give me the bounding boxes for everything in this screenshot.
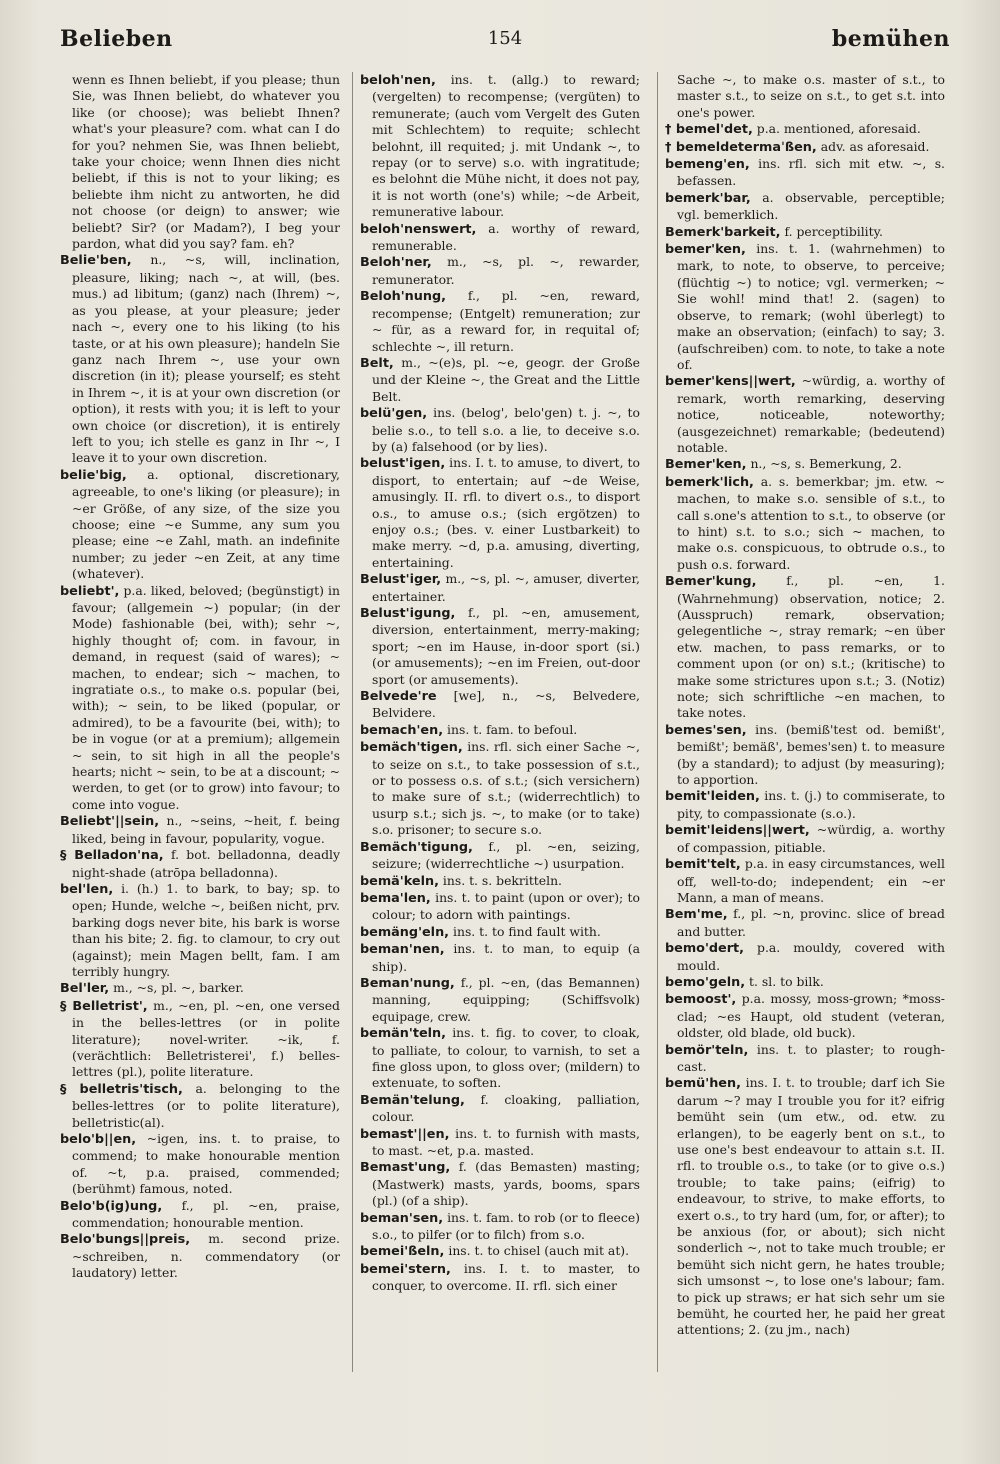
entry-definition: ins. I. t. to master, to conquer, to overcome. II. rfl. sich einer [372, 1260, 640, 1294]
dictionary-entry [360, 890, 640, 924]
dictionary-entry [360, 288, 640, 355]
entry-headword: beman'sen, [360, 1210, 444, 1226]
entry-definition: Sache ~, to make o.s. master of s.t., to master s.t., to seize on s.t., to get s.t. into one's power. [677, 72, 945, 120]
entry-headword: Bemer'kung, [665, 574, 757, 590]
entry-headword: Beloh'ner, [360, 255, 432, 271]
dictionary-entry [665, 856, 945, 906]
column-3 [665, 72, 945, 1372]
dictionary-entry [665, 906, 945, 940]
entry-headword: bemoost', [665, 992, 737, 1008]
entry-headword: Bemerk'barkeit, [665, 224, 781, 240]
entry-definition: a. optional, discretionary, agreeable, to one's liking (or pleasure); in ~er Größe, of any size, of the size you choose; eine ~e Summe, any sum you please; eine ~e Zahl, math. an indefinite number; zu jeder ~en Zeit, at any time (whatever). [72, 466, 340, 582]
dictionary-entry [360, 1092, 640, 1126]
entry-definition: m., ~(e)s, pl. ~e, geogr. der Große und der Kleine ~, the Great and the Little Belt. [372, 354, 640, 404]
entry-definition: m., ~s, pl. ~, rewarder, remunerator. [372, 254, 640, 287]
entry-definition: f., pl. ~en, amusement, diversion, entertainment, merry-making; sport; ~en im Hause, in-door sport (si.) (or amusements); ~en im Freien, out-door sport (or amusements). [372, 605, 640, 687]
entry-definition: f. cloaking, palliation, colour. [372, 1091, 640, 1125]
entry-definition: f., pl. ~en, seizing, seizure; (widerrechtliche ~) usurpation. [372, 838, 640, 872]
entry-definition: ins. t. (j.) to commiserate, to pity, to compassionate (s.o.). [677, 788, 945, 821]
dictionary-entry [360, 221, 640, 255]
entry-definition: ins. t. to furnish with masts, to mast. ~et, p.a. masted. [372, 1125, 640, 1158]
dictionary-entry [360, 355, 640, 405]
dictionary-entry [360, 924, 640, 941]
dictionary-entry [665, 456, 945, 473]
dictionary-entry [665, 190, 945, 224]
dictionary-entry [360, 254, 640, 288]
dictionary-entry [360, 839, 640, 873]
entry-definition: n., ~s, will, inclination, pleasure, liking; nach ~, at will, (bes. mus.) ad libitum; (ganz) nach (Ihrem) ~, as you please, at your pleasure; jeder nach ~, every one to his liking (to his taste, or at his own pleasure); handeln Sie ganz nach Ihrem ~, use your own discretion (in it); please yourself; es steht in Ihrem ~, it is at your own discretion (or option), it rests with you; it is left to your own choice (or discretion), it is entirely left to you; ich stelle es ganz in Ihr ~, I leave it to your own discretion. [72, 252, 340, 466]
dictionary-entry [665, 822, 945, 856]
entry-headword: bemäch'tigen, [360, 740, 463, 756]
entry-definition: a. worthy of reward, remunerable. [372, 220, 640, 254]
entry-headword: beloh'nenswert, [360, 221, 477, 237]
entry-headword: belü'gen, [360, 406, 428, 422]
dictionary-entry [360, 1126, 640, 1160]
entry-headword: bemer'ken, [665, 242, 746, 258]
entry-headword: bemän'teln, [360, 1026, 446, 1042]
dictionary-entry [60, 583, 340, 814]
entry-headword: belo'b||en, [60, 1132, 137, 1147]
entry-headword: Belo'bungs||preis, [60, 1232, 191, 1248]
entry-headword: Belo'b(ig)ung, [60, 1198, 163, 1214]
entry-definition: [we], n., ~s, Belvedere, Belvidere. [372, 688, 640, 721]
dictionary-entry [60, 980, 340, 997]
entry-headword: Bemer'ken, [665, 457, 747, 473]
dictionary-entry [665, 121, 945, 138]
entry-headword: bemit'telt, [665, 857, 741, 873]
entry-definition: f., pl. ~en, praise, commendation; honourable mention. [72, 1197, 340, 1231]
entry-definition: ins. t. fam. to befoul. [447, 721, 578, 737]
entry-definition: a. observable, perceptible; vgl. bemerklich. [677, 189, 945, 223]
entry-definition: m., ~s, pl. ~, amuser, diverter, entertainer. [372, 571, 640, 604]
dictionary-entry [665, 940, 945, 974]
entry-headword: bemü'hen, [665, 1076, 741, 1092]
entry-definition: ins. (bemiß'test od. bemißt', bemißt'; bemäß', bemes'sen) t. to measure (by a standard); to adjust (by measuring); to apportion. [677, 721, 945, 788]
dictionary-entry [665, 1042, 945, 1076]
dictionary-entry [360, 941, 640, 975]
entry-headword: Belust'iger, [360, 572, 442, 588]
entry-definition: i. (h.) 1. to bark, to bay; sp. to open; Hunde, welche ~, beißen nicht, prv. barking dogs never bite, his bark is worse than his bite; 2. fig. to clamour, to cry out (against); mein Magen bellt, fam. I am terribly hungry. [72, 880, 340, 979]
dictionary-entry [60, 847, 340, 881]
entry-headword: belie'big, [60, 467, 127, 483]
dictionary-entry [360, 739, 640, 838]
entry-definition: ins. rfl. sich mit etw. ~, s. befassen. [677, 156, 945, 189]
entry-definition: ins. rfl. sich einer Sache ~, to seize on s.t., to take possession of s.t., or to possess o.s. of s.t.; (sich versichern) to make sure of s.t.; (widerrechtlich) to usurp s.t.; sich js. ~, to make (or to take) s.o. prisoner; to secure s.o. [372, 739, 640, 838]
entry-headword: † bemel'det, [665, 122, 753, 138]
entry-definition: ins. t. to man, to equip (a ship). [372, 941, 640, 974]
entry-definition: t. sl. to bilk. [749, 973, 824, 989]
entry-headword: bemo'dert, [665, 941, 745, 957]
entry-headword: bemast'||en, [360, 1126, 450, 1142]
entry-headword: bemach'en, [360, 722, 444, 738]
entry-headword: Bemast'ung, [360, 1160, 451, 1176]
entry-headword: § Belladon'na, [60, 848, 164, 864]
column-2 [360, 72, 640, 1372]
entry-definition: ins. t. to find fault with. [453, 923, 601, 939]
entry-headword: Bem'me, [665, 907, 728, 923]
entry-definition: ins. (belog', belo'gen) t. j. ~, to belie s.o., to tell s.o. a lie, to deceive s.o. by (a) falsehood (or by lies). [372, 405, 640, 454]
entry-headword: bemäng'eln, [360, 924, 450, 940]
entry-headword: Bemän'telung, [360, 1092, 465, 1108]
dictionary-entry [665, 224, 945, 241]
entry-headword: Belvede're [360, 689, 437, 705]
dictionary-entry [60, 467, 340, 583]
entry-definition: f., pl. ~en, (das Bemannen) manning, equipping; (Schiffsvolk) equipage, crew. [372, 974, 640, 1024]
entry-headword: beliebt', [60, 583, 120, 599]
entry-definition: a. belonging to the belles-lettres (or to polite literature), belletristic(al). [72, 1080, 340, 1130]
entry-headword: Belust'igung, [360, 606, 456, 621]
dictionary-entry [665, 788, 945, 822]
entry-definition: ins. t. to plaster; to rough-cast. [677, 1041, 945, 1074]
dictionary-entry [360, 72, 640, 221]
entry-headword: § belletris'tisch, [60, 1081, 183, 1097]
dictionary-entry [60, 998, 340, 1081]
entry-definition: f., pl. ~en, reward, recompense; (Entgelt) remuneration; zur ~ für, as a reward for, in requital of; schlechte ~, ill return. [372, 288, 640, 354]
guide-word-left: Belieben [60, 26, 173, 52]
entry-definition: f., pl. ~n, provinc. slice of bread and butter. [677, 906, 945, 939]
entry-headword: Bemäch'tigung, [360, 839, 473, 855]
entry-headword: Belt, [360, 355, 394, 371]
entry-headword: bema'len, [360, 890, 431, 906]
column-divider [352, 72, 353, 1372]
dictionary-entry [360, 1025, 640, 1092]
entry-headword: § Belletrist', [60, 998, 148, 1014]
dictionary-entry [665, 241, 945, 373]
entry-definition: ins. t. fam. to rob (or to fleece) s.o., to pilfer (or to filch) from s.o. [372, 1209, 640, 1243]
column-1 [60, 72, 340, 1372]
dictionary-entry [360, 1243, 640, 1260]
entry-definition: m., ~s, pl. ~, barker. [113, 980, 244, 996]
entry-definition: ~würdig, a. worthy of compassion, pitiable. [677, 822, 945, 855]
entry-headword: bemer'kens||wert, [665, 374, 796, 390]
running-head [60, 26, 950, 60]
entry-headword: bemo'geln, [665, 974, 746, 990]
dictionary-entry [665, 373, 945, 456]
entry-headword: bemerk'lich, [665, 474, 754, 490]
entry-headword: bel'len, [60, 881, 114, 897]
entry-definition: ins. t. to chisel (auch mit at). [448, 1243, 630, 1259]
columns [60, 72, 952, 1372]
entry-definition: p.a. in easy circumstances, well off, well-to-do; independent; ein ~er Mann, a man of means. [677, 856, 945, 905]
dictionary-entry [60, 72, 340, 252]
entry-headword: bemä'keln, [360, 873, 439, 889]
column-divider [657, 72, 658, 1372]
entry-headword: Beman'nung, [360, 975, 455, 991]
entry-definition: ~würdig, a. worthy of remark, worth remarking, deserving notice, noticeable, noteworthy; (ausgezeichnet) remarkable; (bedeutend) notable. [677, 373, 945, 455]
dictionary-entry [360, 722, 640, 739]
dictionary-entry [360, 975, 640, 1025]
entry-headword: Bel'ler, [60, 981, 110, 997]
entry-definition: f. bot. belladonna, deadly night-shade (atrōpa belladonna). [72, 847, 340, 880]
dictionary-entry [360, 605, 640, 688]
dictionary-entry [665, 1075, 945, 1339]
entry-headword: † bemeldetermaˈßen, [665, 139, 817, 155]
entry-definition: wenn es Ihnen beliebt, if you please; thun Sie, was Ihnen beliebt, do whatever you like (or choose); was beliebt Ihnen? what's your pleasure? com. what can I do for you? nehmen Sie, was Ihnen beliebt, take your choice; wenn Ihnen dies nicht beliebt, if this is not to your liking; es beliebte ihm nicht zu antworten, he did not choose (or deign) to answer; wie beliebt? Sir? (or Madam?), I beg your pardon, what did you say? fam. eh? [72, 72, 340, 252]
dictionary-entry [360, 455, 640, 571]
dictionary-entry [665, 474, 945, 573]
entry-definition: p.a. mentioned, aforesaid. [756, 121, 921, 137]
entry-definition: ins. t. (allg.) to reward; (vergelten) to recompense; (vergüten) to remunerate; (auch vom Vergelt des Guten mit Schlechtem) to requite; schlecht belohnt, ill requited; j. mit Undank ~, to repay (or to serve) s.o. with ingratitude; es belohnt die Mühe nicht, it does not pay, it is not worth (one's) while; ~de Arbeit, remunerative labour. [372, 72, 640, 220]
entry-definition: ~igen, ins. t. to praise, to commend; to make honourable mention of. ~t, p.a. praised, commended; (berühmt) famous, noted. [72, 1131, 340, 1197]
entry-headword: bemes'sen, [665, 722, 747, 738]
dictionary-entry [360, 688, 640, 722]
entry-headword: bemit'leidens||wert, [665, 823, 810, 839]
dictionary-entry [60, 1198, 340, 1232]
entry-definition: n., ~seins, ~heit, f. being liked, being in favour, popularity, vogue. [72, 813, 340, 846]
entry-definition: adv. as aforesaid. [820, 138, 930, 154]
entry-headword: bemit'leiden, [665, 789, 760, 805]
entry-definition: ins. I. t. to amuse, to divert, to disport, to entertain; auf ~de Weise, amusingly. II. rfl. to divert o.s., to disport o.s., to amuse o.s.; (sich ergötzen) to enjoy o.s.; (bes. v. einer Lustbarkeit) to make merry. ~d, p.a. amusing, diverting, entertaining. [372, 455, 640, 570]
dictionary-entry [665, 722, 945, 789]
dictionary-entry [60, 1081, 340, 1131]
entry-headword: bemeng'en, [665, 157, 750, 173]
entry-headword: beman'nen, [360, 942, 445, 958]
entry-headword: bemei'ßeln, [360, 1244, 445, 1260]
dictionary-entry [665, 974, 945, 991]
dictionary-entry [60, 252, 340, 466]
entry-headword: bemei'stern, [360, 1261, 451, 1277]
dictionary-entry [60, 881, 340, 980]
entry-definition: f. perceptibility. [784, 223, 883, 239]
dictionary-entry [360, 1261, 640, 1295]
dictionary-entry [665, 573, 945, 722]
dictionary-entry [60, 1231, 340, 1281]
entry-definition: ins. t. s. bekritteln. [442, 872, 562, 888]
dictionary-entry [665, 139, 945, 156]
dictionary-entry [60, 813, 340, 847]
dictionary-entry [665, 72, 945, 121]
entry-definition: p.a. liked, beloved; (begünstigt) in favour; (allgemein ~) popular; (in der Mode) fashionable (bei, with); sehr ~, highly thought of; com. in favour, in demand, in request (said of wares); ~ machen, to endear; sich ~ machen, to ingratiate o.s., to make o.s. popular (bei, with); ~ sein, to be liked (popular, or admired), to be a favourite (bei, with); to be in vogue (or at a premium); allgemein ~ sein, to sit high in all the people's hearts; nicht ~ sein, to be at a discount; ~ werden, to get (or to grow) into favour; to come into vogue. [72, 582, 340, 812]
entry-definition: ins. I. t. to trouble; darf ich Sie darum ~? may I trouble you for it? eifrig bemüht sein (um etw., od. etw. zu erlangen), to be eagerly bent on s.t., to use one's best endeavour to attain s.t. II. rfl. to trouble o.s., to take (or to give o.s.) trouble; to take pains; (eifrig) to endeavour, to strive, to make efforts, to exert o.s., to try hard (um, for, or after); to be anxious (for, or about); sich nicht sonderlich ~, not to take much trouble; er bemüht sich nicht gern, he hates trouble; sich umsonst ~, to lose one's labour; fam. to pick up straws; er hat sich sehr um sie bemüht, he courted her, he paid her great attentions; 2. (zu jm., nach) [677, 1075, 945, 1338]
dictionary-entry [360, 405, 640, 455]
dictionary-entry [665, 991, 945, 1041]
entry-headword: beloh'nen, [360, 73, 436, 88]
entry-definition: n., ~s, s. Bemerkung, 2. [750, 456, 902, 472]
entry-headword: Belie'ben, [60, 253, 132, 269]
entry-definition: a. s. bemerkbar; jm. etw. ~ machen, to make s.o. sensible of s.t., to call s.one's attention to s.t., to observe (or to hint) s.t. to s.o.; sich ~ machen, to make o.s. conspicuous, to obtrude o.s., to push o.s. forward. [677, 473, 945, 572]
dictionary-entry [360, 873, 640, 890]
guide-word-right: bemühen [831, 26, 950, 52]
entry-definition: ins. t. to paint (upon or over); to colour; to adorn with paintings. [372, 889, 640, 923]
page-number: 154 [487, 28, 523, 49]
entry-headword: Beloh'nung, [360, 289, 446, 305]
entry-definition: ins. t. fig. to cover, to cloak, to palliate, to colour, to varnish, to set a fine gloss upon, to gloss over; (mildern) to extenuate, to soften. [372, 1025, 640, 1091]
entry-definition: m., ~en, pl. ~en, one versed in the belles-lettres (or in polite literature); novel-writer. ~ik, f. (verächtlich: Belletristerei', f.) belles-lettres (pl.), polite literature. [72, 997, 340, 1080]
entry-definition: p.a. mouldy, covered with mould. [677, 940, 945, 973]
entry-definition: ins. t. 1. (wahrnehmen) to mark, to note, to observe, to perceive; (flüchtig ~) to notice; vgl. vermerken; ~ Sie wohl! mind that! 2. (sagen) to observe, to remark; (wohl überlegt) to make an observation; (einfach) to say; 3. (aufschreiben) com. to note, to take a note of. [677, 241, 945, 372]
entry-headword: Beliebt'||sein, [60, 814, 160, 830]
entry-headword: belust'igen, [360, 456, 446, 472]
entry-headword: bemör'teln, [665, 1042, 749, 1058]
entry-definition: f., pl. ~en, 1. (Wahrnehmung) observation, notice; 2. (Ausspruch) remark, observation; gelegentliche ~, stray remark; ~en über etw. machen, to pass remarks, or to comment upon (or on) s.t.; (kritische) to make some strictures upon s.t.; 3. (Notiz) note; sich schriftliche ~en machen, to take notes. [677, 573, 945, 721]
entry-headword: bemerk'bar, [665, 190, 751, 206]
dictionary-entry [360, 1159, 640, 1209]
dictionary-entry [360, 571, 640, 605]
dictionary-entry [665, 156, 945, 190]
entry-definition: p.a. mossy, moss-grown; *moss-clad; ~es Haupt, old student (veteran, oldster, old blade, old buck). [677, 991, 945, 1041]
entry-definition: m. second prize. ~schreiben, n. commendatory (or laudatory) letter. [72, 1231, 340, 1281]
entry-definition: f. (das Bemasten) masting; (Mastwerk) masts, yards, booms, spars (pl.) (of a ship). [372, 1159, 640, 1209]
dictionary-entry [60, 1131, 340, 1198]
dictionary-entry [360, 1210, 640, 1244]
